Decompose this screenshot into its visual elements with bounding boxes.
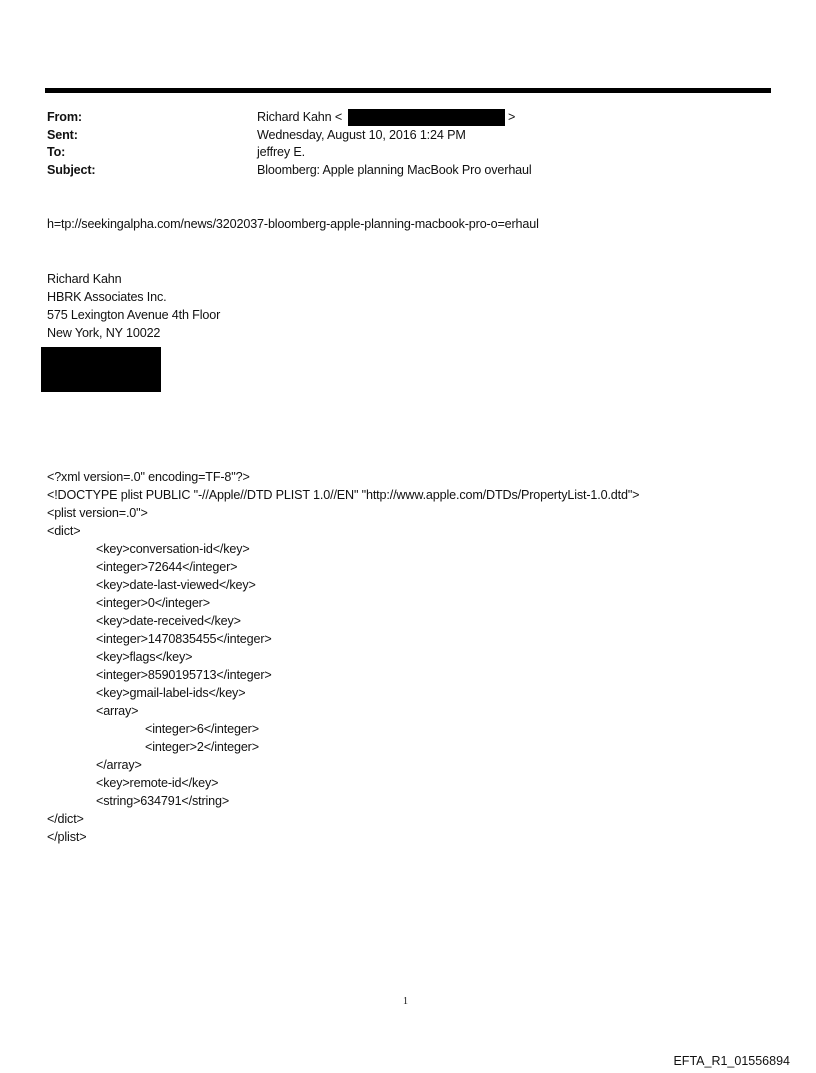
to-label: To:	[47, 145, 66, 159]
signature-name: Richard Kahn	[47, 272, 122, 286]
from-value: Richard Kahn <	[257, 110, 343, 124]
xml-line: </plist>	[47, 830, 87, 844]
from-close: >	[508, 110, 516, 124]
xml-line: </dict>	[47, 812, 84, 826]
xml-line: <integer>8590195713</integer>	[96, 668, 272, 682]
xml-line: <integer>72644</integer>	[96, 560, 238, 574]
xml-line: <?xml version=.0" encoding=TF-8"?>	[47, 470, 250, 484]
xml-line: <dict>	[47, 524, 81, 538]
xml-line: <integer>6</integer>	[145, 722, 259, 736]
redacted-email	[348, 109, 505, 126]
xml-line: <integer>2</integer>	[145, 740, 259, 754]
redacted-signature	[41, 347, 161, 392]
article-link[interactable]: h=tp://seekingalpha.com/news/3202037-bloomberg-apple-planning-macbook-pro-o=erhaul	[47, 217, 539, 231]
to-value: jeffrey E.	[257, 145, 305, 159]
xml-line: <string>634791</string>	[96, 794, 230, 808]
page-number: 1	[403, 996, 408, 1007]
xml-line: <array>	[96, 704, 139, 718]
signature-city: New York, NY 10022	[47, 326, 161, 340]
xml-line: <key>remote-id</key>	[96, 776, 219, 790]
xml-line: <key>conversation-id</key>	[96, 542, 250, 556]
footer-id: EFTA_R1_01556894	[673, 1054, 790, 1068]
signature-address: 575 Lexington Avenue 4th Floor	[47, 308, 221, 322]
xml-line: <!DOCTYPE plist PUBLIC "-//Apple//DTD PLIST 1.0//EN" "http://www.apple.com/DTDs/PropertyList-1.0.dtd">	[47, 488, 640, 502]
xml-line: <key>flags</key>	[96, 650, 193, 664]
sent-label: Sent:	[47, 128, 78, 142]
subject-value: Bloomberg: Apple planning MacBook Pro overhaul	[257, 163, 532, 177]
from-label: From:	[47, 110, 82, 124]
xml-line: <key>date-received</key>	[96, 614, 241, 628]
sent-value: Wednesday, August 10, 2016 1:24 PM	[257, 128, 466, 142]
signature-company: HBRK Associates Inc.	[47, 290, 167, 304]
xml-line: <integer>0</integer>	[96, 596, 210, 610]
xml-line: </array>	[96, 758, 142, 772]
subject-label: Subject:	[47, 163, 96, 177]
xml-line: <key>gmail-label-ids</key>	[96, 686, 246, 700]
header-rule	[45, 88, 771, 93]
xml-line: <key>date-last-viewed</key>	[96, 578, 256, 592]
xml-line: <integer>1470835455</integer>	[96, 632, 272, 646]
xml-line: <plist version=.0">	[47, 506, 148, 520]
